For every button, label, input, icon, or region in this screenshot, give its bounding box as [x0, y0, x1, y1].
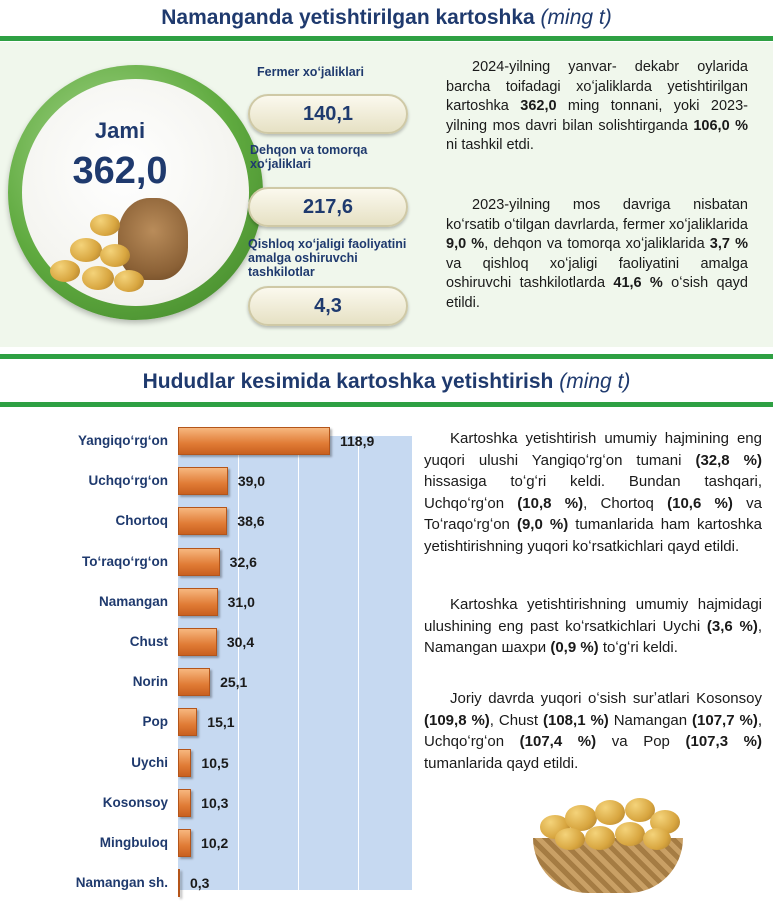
chart-value-label: 30,4 — [226, 634, 255, 650]
chart-value-label: 118,9 — [340, 433, 375, 449]
text-bold: 362,0 — [520, 98, 557, 114]
text-bold: (10,6 %) — [667, 494, 733, 512]
potato-icon — [615, 822, 645, 846]
section1-divider — [0, 36, 773, 41]
text-bold: (3,6 %) — [706, 617, 758, 635]
section1-title — [0, 6, 773, 30]
section2-title — [0, 370, 773, 394]
chart-value-label: 39,0 — [237, 473, 266, 490]
chart-value-label: 31,0 — [227, 593, 255, 610]
text: ni tashkil etdi. — [446, 137, 534, 153]
chart-bar — [178, 869, 180, 897]
regions-paragraph-2 — [424, 594, 762, 659]
text: 2023-yilning mos davriga nisbatan koʻrsatib oʻtilgan davrlarda, fermer xoʻjaliklarida — [446, 197, 748, 233]
chart-value-label: 32,6 — [229, 553, 257, 570]
chart-category-label: Norin — [132, 674, 168, 690]
text: , dehqon va tomorqa xoʻjaliklarida — [484, 236, 710, 252]
chart-value-label: 15,1 — [207, 714, 235, 731]
category-farmers-label: Fermer xoʻjaliklari — [257, 65, 365, 79]
section2-divider-top — [0, 354, 773, 359]
chart-bar — [178, 588, 218, 616]
potato-icon — [595, 800, 625, 825]
potato-icon — [114, 270, 144, 292]
summary-paragraph-1 — [446, 58, 748, 156]
text: toʻgʻri keldi. — [598, 639, 678, 656]
text: , Chust — [489, 711, 543, 729]
text: tumanlarida ham kartoshka yetishtirishning yuqori koʻrsatkichlari qayd etildi. — [424, 516, 762, 555]
regions-paragraph-3 — [424, 688, 762, 774]
text: hissasiga toʻgʻri keldi. Bundan tashqari, Uchqoʻrgʻon — [424, 473, 762, 512]
potato-icon — [50, 260, 80, 282]
text-bold: (9,0 %) — [516, 516, 569, 533]
potato-icon — [555, 828, 585, 850]
section2-title-text: Hududlar kesimida kartoshka yetishtirish — [142, 370, 560, 393]
chart-value-label: 10,5 — [201, 754, 229, 771]
section1-title-unit: (ming t) — [540, 6, 612, 29]
text: 2024-yilning yanvar- dekabr oylarida barcha toifadagi xoʻjaliklarda yetishtirilgan kartoshka — [446, 59, 748, 114]
text: ming tonnani, yoki 2023-yilning mos davri bilan solishtirganda — [446, 98, 748, 134]
chart-plot-area — [178, 436, 412, 890]
text-bold: 106,0 % — [693, 117, 748, 134]
text-bold: 41,6 % — [613, 275, 663, 291]
chart-value-label: 25,1 — [220, 674, 248, 691]
chart-bar — [178, 668, 210, 696]
text: tumanlarida qayd etildi. — [424, 754, 579, 772]
chart-category-label: Chust — [129, 634, 168, 649]
text: , Chortoq — [583, 494, 668, 512]
chart-gridline — [358, 436, 359, 890]
category-dehqon-value: 217,6 — [248, 187, 408, 227]
text-bold: (107,4 %) — [519, 733, 597, 750]
category-orgs-label: Qishloq xoʻjaligi faoliyatini amalga oshiruvchi tashkilotlar — [248, 237, 407, 279]
chart-bar — [178, 467, 228, 495]
chart-bar — [178, 507, 227, 535]
section2-title-unit: (ming t) — [559, 370, 631, 393]
potato-icon — [100, 244, 130, 267]
text-bold: (107,7 %) — [692, 711, 758, 729]
text-bold: (108,1 %) — [543, 711, 609, 729]
section2-divider-bottom — [0, 402, 773, 407]
text-bold: (107,3 %) — [685, 733, 762, 750]
text: Kartoshka yetishtirishning umumiy hajmidagi ulushining eng past koʻrsatkichlari Uychi — [424, 596, 762, 635]
chart-value-label: 38,6 — [237, 513, 265, 530]
text: , Uchqoʻrgʻon — [424, 711, 762, 750]
text: Namangan — [608, 711, 693, 729]
chart-value-label: 0,3 — [190, 875, 210, 892]
potato-icon — [82, 266, 114, 290]
chart-value-label: 10,2 — [201, 835, 229, 851]
potato-icon — [90, 214, 120, 236]
chart-category-label: Namangan — [98, 593, 168, 609]
text: , Namangan шахри — [424, 617, 762, 656]
potato-icon — [70, 238, 102, 262]
chart-value-label: 10,3 — [201, 794, 229, 811]
text: va Toʻraqoʻrgʻon — [424, 494, 762, 533]
text-bold: 9,0 % — [446, 236, 485, 252]
section1-title-text: Namanganda yetishtirilgan kartoshka — [161, 6, 541, 29]
chart-bar — [178, 829, 191, 857]
chart-category-label: Namangan sh. — [75, 875, 168, 891]
chart-category-label: Chortoq — [115, 513, 168, 529]
chart-bar — [178, 789, 191, 817]
total-value: 362,0 — [72, 150, 168, 192]
chart-category-label: Uchqoʻrgʻon — [88, 473, 168, 489]
text: va qishloq xoʻjaligi faoliyatini amalga oshiruvchi tashkilotlarda — [446, 255, 748, 291]
summary-paragraph-2 — [446, 196, 748, 313]
chart-category-label: Kosonsoy — [102, 794, 168, 810]
chart-bar — [178, 427, 330, 455]
chart-category-label: Uychi — [131, 754, 168, 770]
regions-paragraph-1 — [424, 428, 762, 557]
text: Kartoshka yetishtirish umumiy hajmining eng yuqori ulushi Yangiqoʻrgʻon tumani — [424, 430, 762, 469]
chart-category-label: Toʻraqoʻrgʻon — [82, 553, 168, 569]
text-bold: (10,8 %) — [517, 494, 584, 512]
text-bold: (0,9 %) — [550, 639, 599, 656]
text-bold: (32,8 %) — [695, 451, 762, 469]
potato-icon — [585, 826, 615, 850]
chart-bar — [178, 708, 197, 736]
chart-category-label: Mingbuloq — [99, 835, 168, 850]
category-orgs-value: 4,3 — [248, 286, 408, 326]
chart-bar — [178, 628, 217, 656]
chart-gridline — [238, 436, 239, 890]
text-bold: 3,7 % — [709, 236, 748, 252]
chart-gridline — [298, 436, 299, 890]
text: va Pop — [596, 733, 686, 750]
chart-bar — [178, 749, 191, 777]
text-bold: (109,8 %) — [424, 711, 490, 729]
text: Joriy davrda yuqori oʻsish surʼatlari Kosonsoy — [450, 690, 762, 707]
potato-icon — [643, 828, 671, 850]
chart-category-label: Pop — [142, 714, 168, 730]
category-dehqon-label: Dehqon va tomorqa xoʻjaliklari — [250, 143, 368, 171]
category-farmers-value: 140,1 — [248, 94, 408, 134]
potato-sack-icon — [118, 198, 188, 280]
total-label: Jami — [94, 118, 146, 143]
chart-category-label: Yangiqoʻrgʻon — [78, 433, 168, 448]
text: oʻsish qayd etildi. — [446, 275, 748, 311]
chart-bar — [178, 548, 220, 576]
